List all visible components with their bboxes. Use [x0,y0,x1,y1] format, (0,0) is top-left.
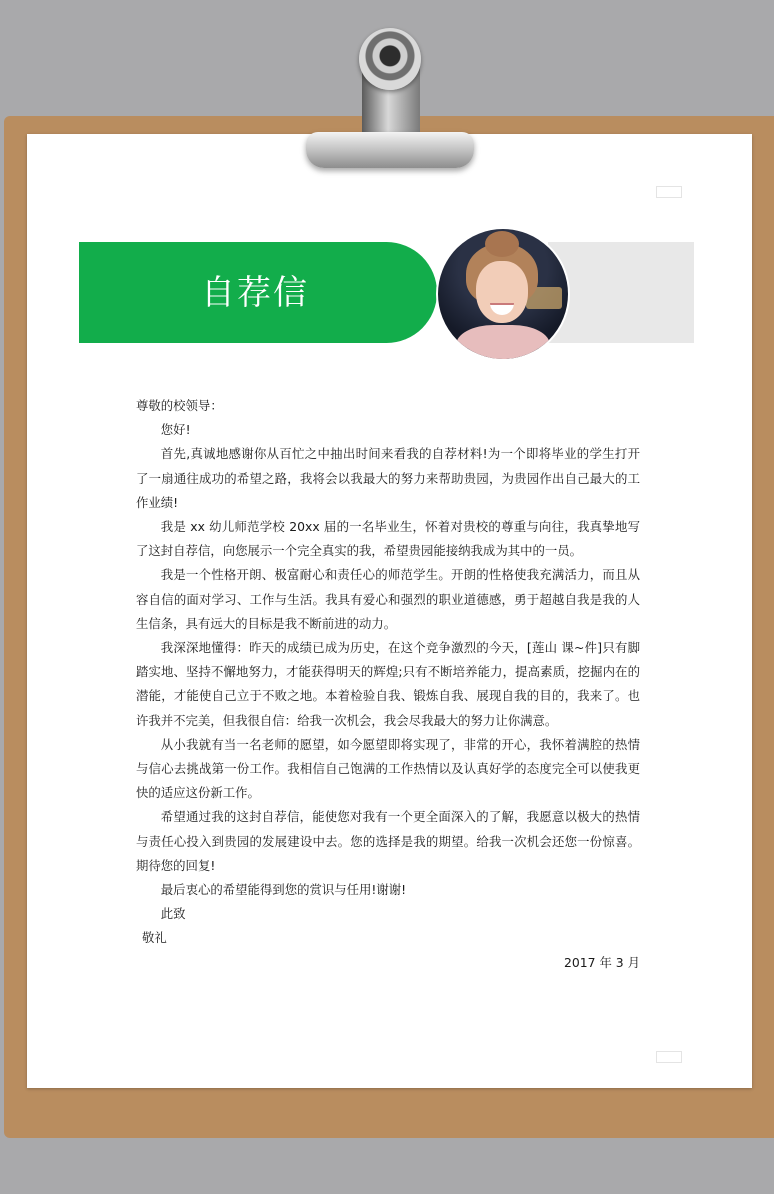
letter-paragraph: 最后衷心的希望能得到您的赏识与任用!谢谢! [160,882,407,898]
letter-closing-1: 此致 [160,906,186,922]
photo-shoulders [456,325,550,361]
letter-paragraph: 我深深地懂得：昨天的成绩已成为历史，在这个竞争激烈的今天，[莲山 课~件]只有脚踏实地、坚持不懈地努力，才能获得明天的辉煌;只有不断培养能力，提高素质，挖掘内在的潜能，才能使自己立于不败之地。本着检验自我、锻炼自我、展现自我的目的，我来了。也许我并不完美，但我很自信：给我一次机会，我会尽我最大的努力让你满意。 [136,640,640,728]
clip-base [306,132,474,168]
corner-mark-bottom [656,1051,682,1063]
binder-clip-icon [359,28,421,90]
letter-closing-2: 敬礼 [142,930,167,946]
letter-paragraph: 我是 xx 幼儿师范学校 20xx 届的一名毕业生，怀着对贵校的尊重与向往，我真挚地写了这封自荐信，向您展示一个完全真实的我，希望贵园能接纳我成为其中的一员。 [136,519,640,559]
letter-salutation: 尊敬的校领导： [136,398,223,413]
title-banner [79,242,437,343]
portrait-photo [436,227,570,361]
letter-paragraph: 我是一个性格开朗、极富耐心和责任心的师范学生。开朗的性格使我充满活力，而且从容自信的面对学习、工作与生活。我具有爱心和强烈的职业道德感，勇于超越自我是我的人生信条，具有远大的目标是我不断前进的动力。 [136,567,640,631]
photo-hair-bun [485,231,519,257]
letter-paragraph: 从小我就有当一名老师的愿望，如今愿望即将实现了，非常的开心，我怀着满腔的热情与信心去挑战第一份工作。我相信自己饱满的工作热情以及认真好学的态度完全可以使我更快的适应这份新工作。 [136,736,640,801]
letter-paragraph: 首先,真诚地感谢你从百忙之中抽出时间来看我的自荐材料!为一个即将毕业的学生打开了一扇通往成功的希望之路，我将会以我最大的努力来帮助贵园，为贵园作出自己最大的工作业绩! [136,446,640,510]
letter-paragraph: 希望通过我的这封自荐信，能使您对我有一个更全面深入的了解，我愿意以极大的热情与责任心投入到贵园的发展建设中去。您的选择是我的期望。给我一次机会还您一份惊喜。期待您的回复! [136,809,640,873]
page-title: 自荐信 [201,273,309,313]
corner-mark-top [656,186,682,198]
letter-body [136,394,640,975]
letter-date: 2017 年 3 月 [563,954,640,970]
letter-greeting: 您好! [160,422,191,438]
